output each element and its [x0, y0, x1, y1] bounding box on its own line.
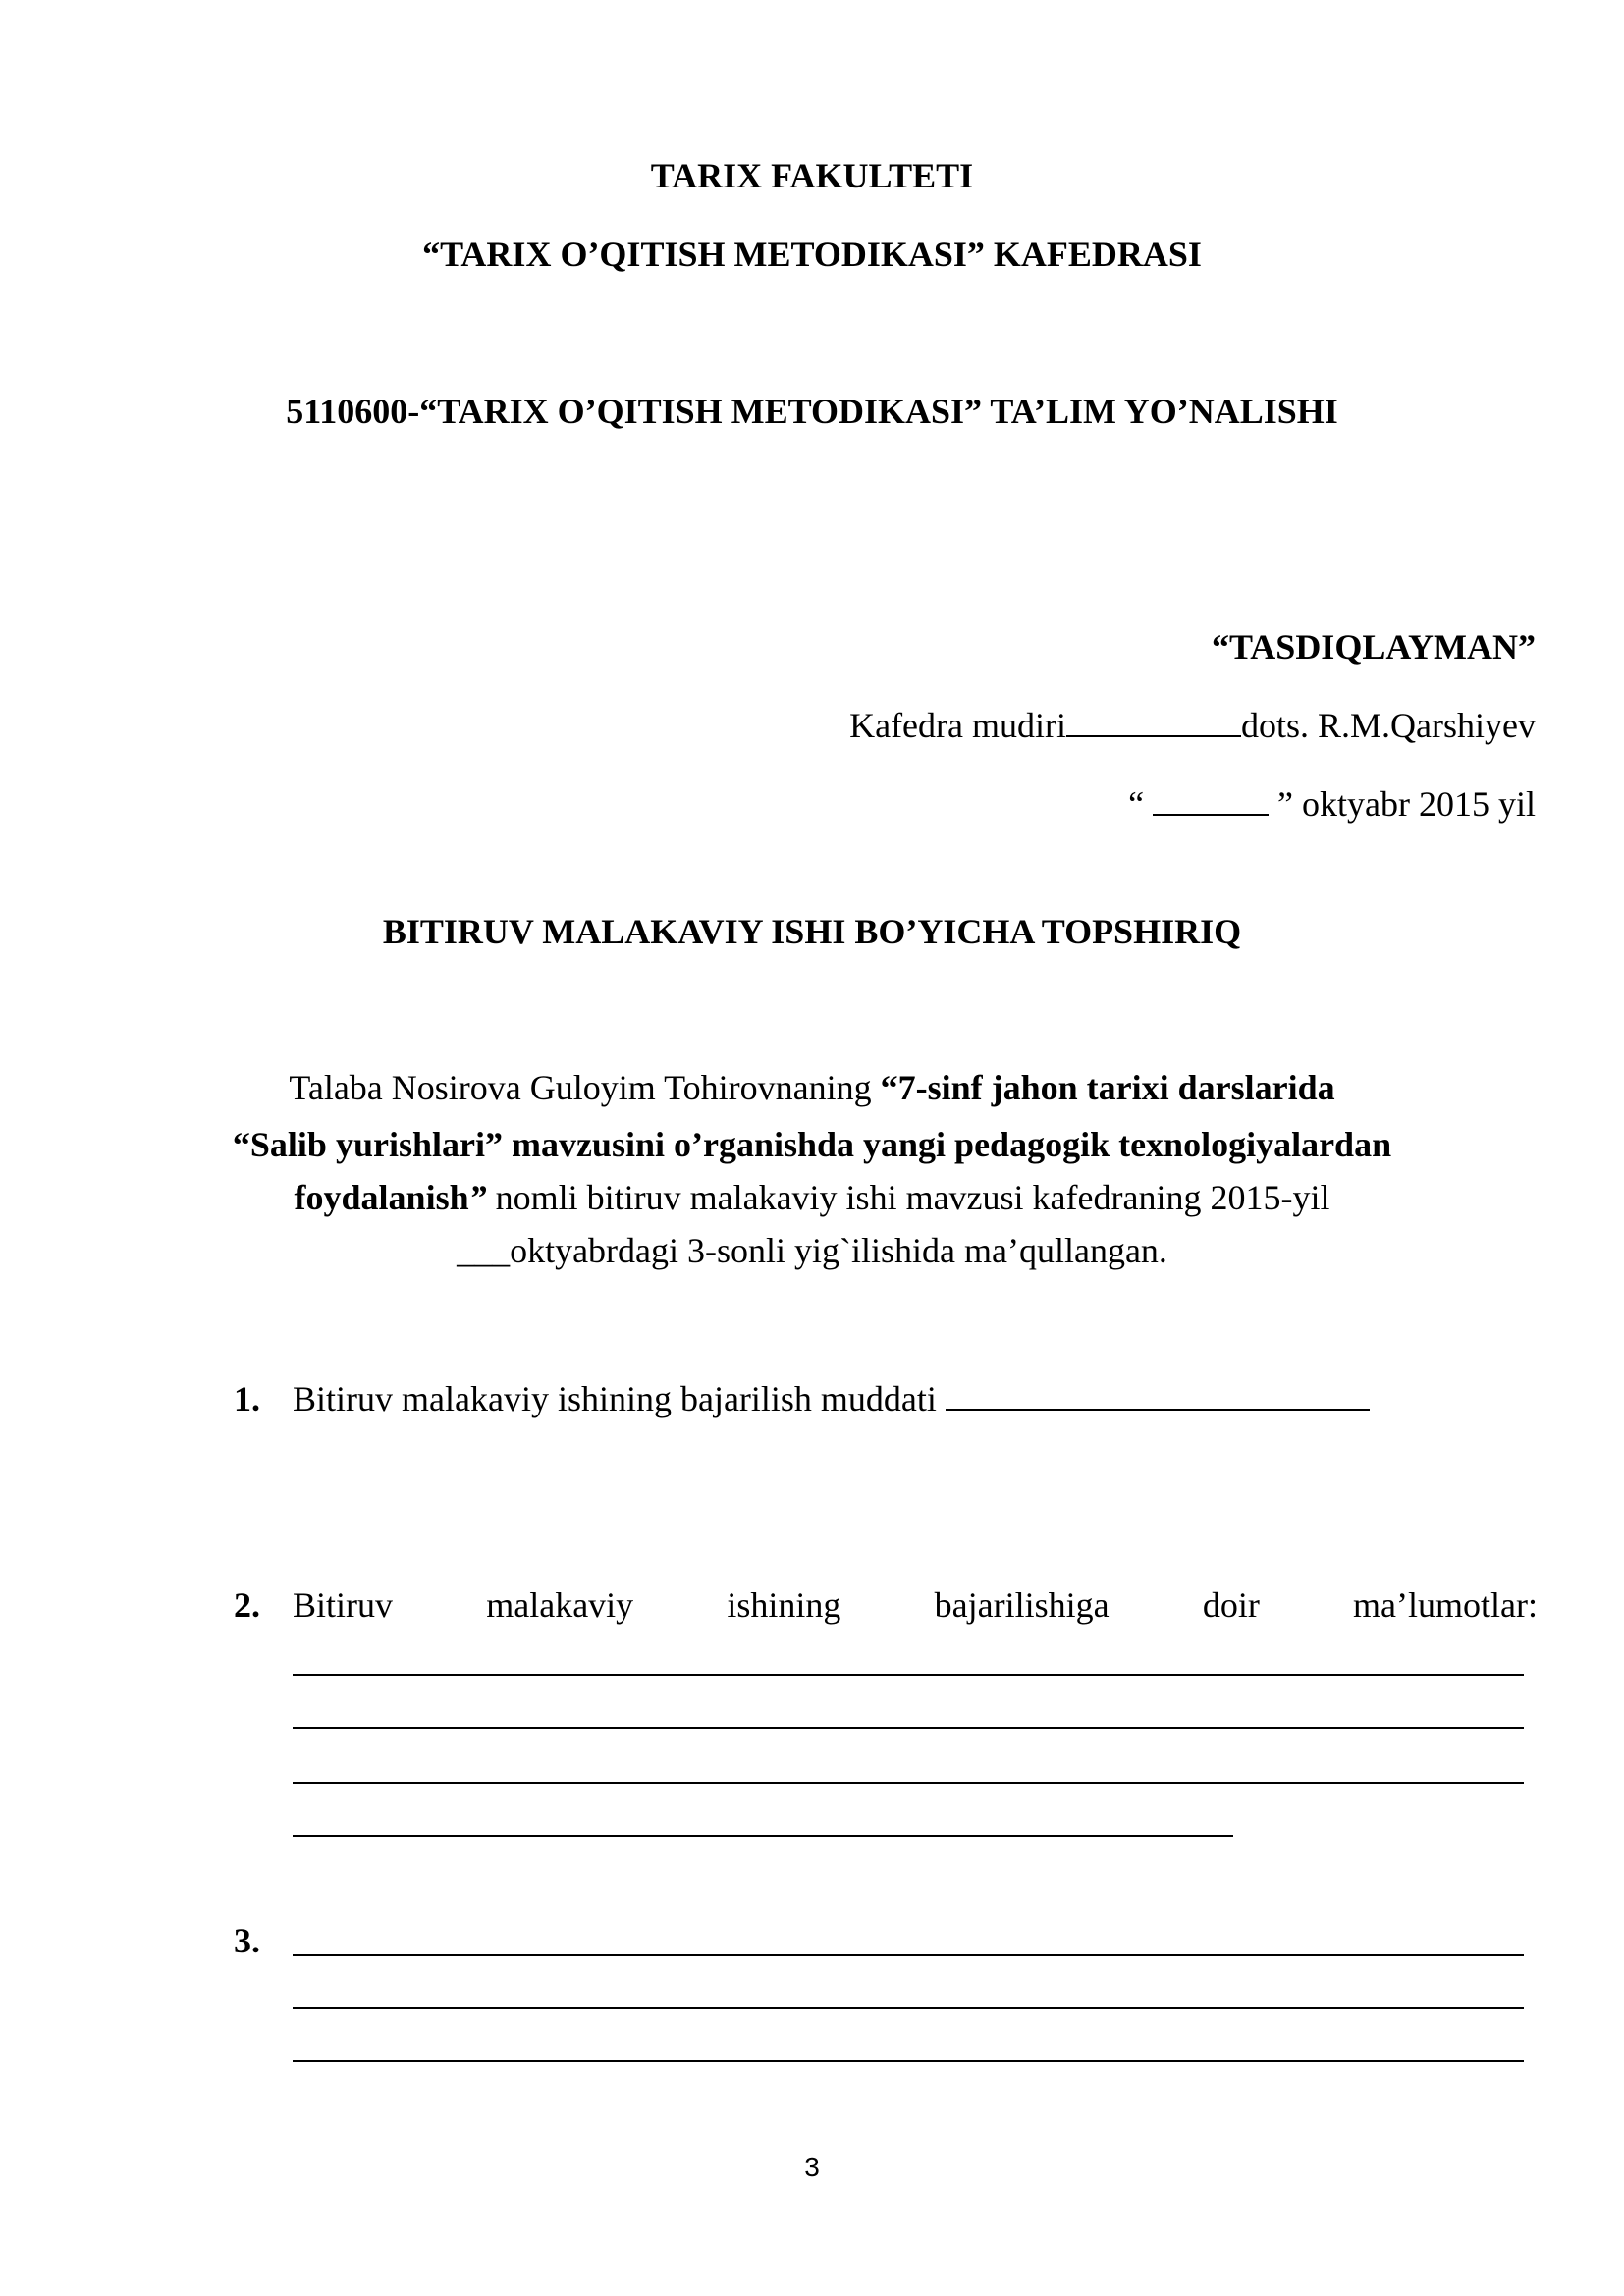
direction-title: 5110600-“TARIX O’QITISH METODIKASI” TA’LIM YO’NALISHI — [286, 392, 1338, 431]
approval-title: “TASDIQLAYMAN” — [1211, 627, 1536, 667]
intro-line-1 — [0, 1064, 1624, 1111]
approval-head-line — [849, 705, 1536, 746]
item-2-word: malakaviy — [486, 1585, 634, 1625]
item-3-blank-line — [293, 1954, 1524, 1956]
topic-close-quote: ” — [468, 1178, 487, 1217]
item-2-blank-line — [293, 1835, 1233, 1837]
item-2-blank-line — [293, 1727, 1524, 1729]
item-2-word: bajarilishiga — [934, 1585, 1110, 1625]
item-2-word: ma’lumotlar: — [1353, 1585, 1538, 1625]
item-2-heading — [293, 1584, 1538, 1626]
topic-line-1: “7-sinf jahon tarixi darslarida — [880, 1068, 1335, 1107]
department-title: “TARIX O’QITISH METODIKASI” KAFEDRASI — [422, 235, 1202, 274]
page-number: 3 — [804, 2152, 820, 2182]
item-2-blank-line — [293, 1782, 1524, 1784]
topic-line-2: “Salib yurishlari” mavzusini o’rganishda yangi pedagogik texnologiyalardan — [232, 1125, 1392, 1164]
date-blank — [1153, 813, 1269, 816]
faculty-title: TARIX FAKULTETI — [650, 156, 974, 195]
item-2-blank-line — [293, 1674, 1524, 1676]
head-label: Kafedra mudiri — [849, 706, 1066, 745]
approval-date-line — [1128, 783, 1536, 825]
head-name: dots. R.M.Qarshiyev — [1241, 706, 1536, 745]
item-3-blank-line — [293, 2007, 1524, 2009]
item-1-line — [293, 1378, 1370, 1419]
item-3-number: 3. — [234, 1921, 260, 1960]
signature-blank — [1066, 734, 1241, 737]
topic-line-3: foydalanish — [294, 1178, 469, 1217]
item-1-number: 1. — [234, 1379, 260, 1418]
item-2-word: ishining — [727, 1585, 841, 1625]
item-3-blank-line — [293, 2060, 1524, 2062]
deadline-blank — [946, 1408, 1370, 1411]
task-title: BITIRUV MALAKAVIY ISHI BO’YICHA TOPSHIRIQ — [382, 912, 1242, 951]
item-2-word: doir — [1202, 1585, 1260, 1625]
intro-prefix: Talaba Nosirova Guloyim Tohirovnaning — [289, 1068, 881, 1107]
intro-line-3-rest: nomli bitiruv malakaviy ishi mavzusi kafedraning 2015-yil — [486, 1178, 1330, 1217]
item-1-text: Bitiruv malakaviy ishining bajarilish muddati — [293, 1379, 946, 1418]
meeting-day-blank: ___ — [457, 1231, 511, 1270]
intro-line-3 — [0, 1174, 1624, 1221]
intro-line-4-rest: oktyabrdagi 3-sonli yig`ilishida ma’qullangan. — [510, 1231, 1167, 1270]
intro-line-4 — [0, 1227, 1624, 1274]
item-2-number: 2. — [234, 1585, 260, 1625]
date-open-quote: “ — [1128, 784, 1145, 824]
date-rest: ” oktyabr 2015 yil — [1277, 784, 1536, 824]
item-2-word: Bitiruv — [293, 1585, 394, 1625]
